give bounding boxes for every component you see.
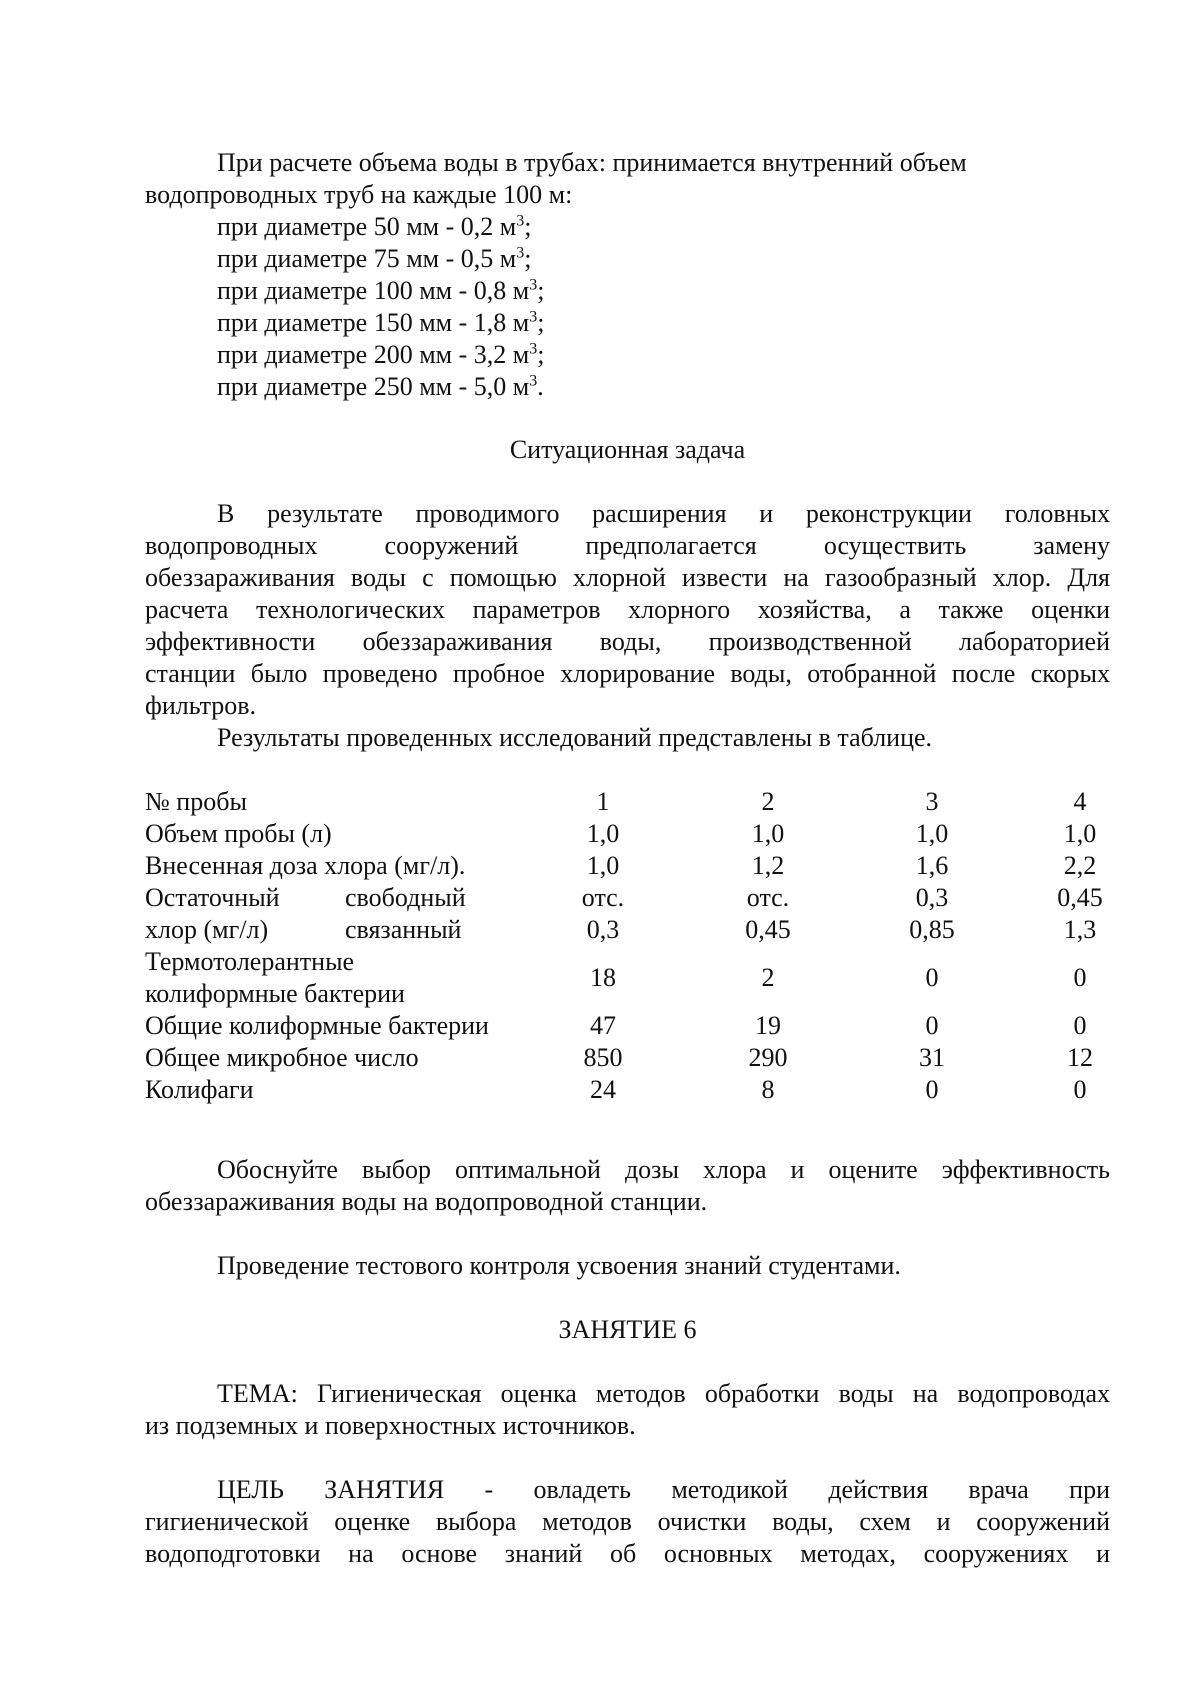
intro-line-1: При расчете объема воды в трубах: принимается внутренний объем	[217, 148, 967, 177]
table-cell: отс.	[746, 883, 790, 912]
table-cell: 19	[755, 1011, 781, 1040]
diameter-item: при диаметре 250 мм - 5,0 $м^3$.	[217, 372, 544, 401]
table-cell: 8	[761, 1075, 775, 1104]
task-paragraph-line: водопроводных сооружений предполагается осуществить замену	[145, 531, 1110, 560]
theme-line: из подземных и поверхностных источников.	[145, 1411, 636, 1440]
task-paragraph-line: расчета технологических параметров хлорного хозяйства, а также оценки	[145, 595, 1110, 624]
table-cell: 0	[1073, 963, 1087, 992]
table-cell: 1,3	[1063, 915, 1097, 944]
row-label: Внесенная доза хлора (мг/л).	[145, 851, 466, 880]
table-cell: 4	[1073, 787, 1087, 816]
test-control-line: Проведение тестового контроля усвоения знаний студентами.	[217, 1251, 901, 1280]
table-cell: 1	[596, 787, 610, 816]
table-cell: 2	[761, 963, 775, 992]
table-cell: 1,6	[915, 851, 949, 880]
table-cell: 18	[590, 963, 616, 992]
diameter-item: при диаметре 75 мм - 0,5 $м^3$;	[217, 244, 532, 273]
table-cell: 290	[748, 1043, 788, 1072]
diameter-item: при диаметре 200 мм - 3,2 $м^3$;	[217, 340, 545, 369]
task-title: Ситуационная задача	[509, 435, 746, 464]
theme-line: ТЕМА: Гигиеническая оценка методов обработки воды на водопроводах	[217, 1379, 1110, 1408]
table-cell: 0,3	[915, 883, 949, 912]
table-cell: 12	[1067, 1043, 1093, 1072]
table-cell: 0	[925, 963, 939, 992]
goal-line: гигиенической оценке выбора методов очистки воды, схем и сооружений	[145, 1507, 1110, 1536]
question-line: обеззараживания воды на водопроводной станции.	[145, 1187, 708, 1216]
table-cell: 1,2	[751, 851, 785, 880]
intro-line-2: водопроводных труб на каждые 100 м:	[145, 180, 573, 209]
table-cell: 1,0	[1063, 819, 1097, 848]
task-paragraph-line: фильтров.	[145, 691, 257, 720]
table-cell: 31	[919, 1043, 945, 1072]
table-cell: 1,0	[586, 819, 620, 848]
table-cell: 3	[925, 787, 939, 816]
table-cell: 0,3	[586, 915, 620, 944]
row-label: Общее микробное число	[145, 1043, 419, 1072]
row-label: Термотолерантные	[145, 947, 355, 976]
results-sentence: Результаты проведенных исследований представлены в таблице.	[217, 723, 933, 752]
row-sublabel: связанный	[345, 915, 462, 944]
table-row	[145, 946, 1110, 1010]
lesson-title: ЗАНЯТИЕ 6	[558, 1315, 697, 1344]
row-label: хлор (мг/л)	[145, 915, 269, 944]
row-label: Общие колиформные бактерии	[145, 1011, 489, 1040]
table-cell: 0	[925, 1011, 939, 1040]
table-cell: 1,0	[915, 819, 949, 848]
row-label: Остаточный	[145, 883, 280, 912]
table-cell: 2	[761, 787, 775, 816]
table-cell: 0	[1073, 1011, 1087, 1040]
row-label: Объем пробы (л)	[145, 819, 332, 848]
table-cell: 0,45	[1057, 883, 1103, 912]
task-paragraph-line: станции было проведено пробное хлорирование воды, отобранной после скорых	[145, 659, 1110, 688]
goal-line: водоподготовки на основе знаний об основных методах, сооружениях и	[145, 1539, 1110, 1568]
table-cell: 1,0	[586, 851, 620, 880]
diameter-item: при диаметре 100 мм - 0,8 $м^3$;	[217, 276, 545, 305]
table-cell: 24	[590, 1075, 616, 1104]
table-cell: 47	[590, 1011, 616, 1040]
row-label: № пробы	[145, 787, 247, 816]
table-cell: 0,45	[745, 915, 791, 944]
diameter-item: при диаметре 50 мм - 0,2 $м^3$;	[217, 212, 532, 241]
question-line: Обоснуйте выбор оптимальной дозы хлора и оцените эффективность	[217, 1155, 1110, 1184]
task-paragraph-line: обеззараживания воды с помощью хлорной извести на газообразный хлор. Для	[145, 563, 1110, 592]
table-cell: 0	[925, 1075, 939, 1104]
task-paragraph-line: эффективности обеззараживания воды, производственной лабораторией	[145, 627, 1110, 656]
table-cell: 2,2	[1063, 851, 1097, 880]
table-cell: 1,0	[751, 819, 785, 848]
table-cell: 0	[1073, 1075, 1087, 1104]
row-label: колиформные бактерии	[145, 979, 405, 1008]
diameter-item: при диаметре 150 мм - 1,8 $м^3$;	[217, 308, 545, 337]
table-cell: 850	[583, 1043, 623, 1072]
row-sublabel: свободный	[345, 883, 466, 912]
table-cell: отс.	[581, 883, 625, 912]
row-label: Колифаги	[145, 1075, 254, 1104]
task-paragraph-line: В результате проводимого расширения и реконструкции головных	[217, 499, 1110, 528]
goal-line: ЦЕЛЬ ЗАНЯТИЯ - овладеть методикой действия врача при	[217, 1475, 1110, 1504]
table-cell: 0,85	[909, 915, 955, 944]
